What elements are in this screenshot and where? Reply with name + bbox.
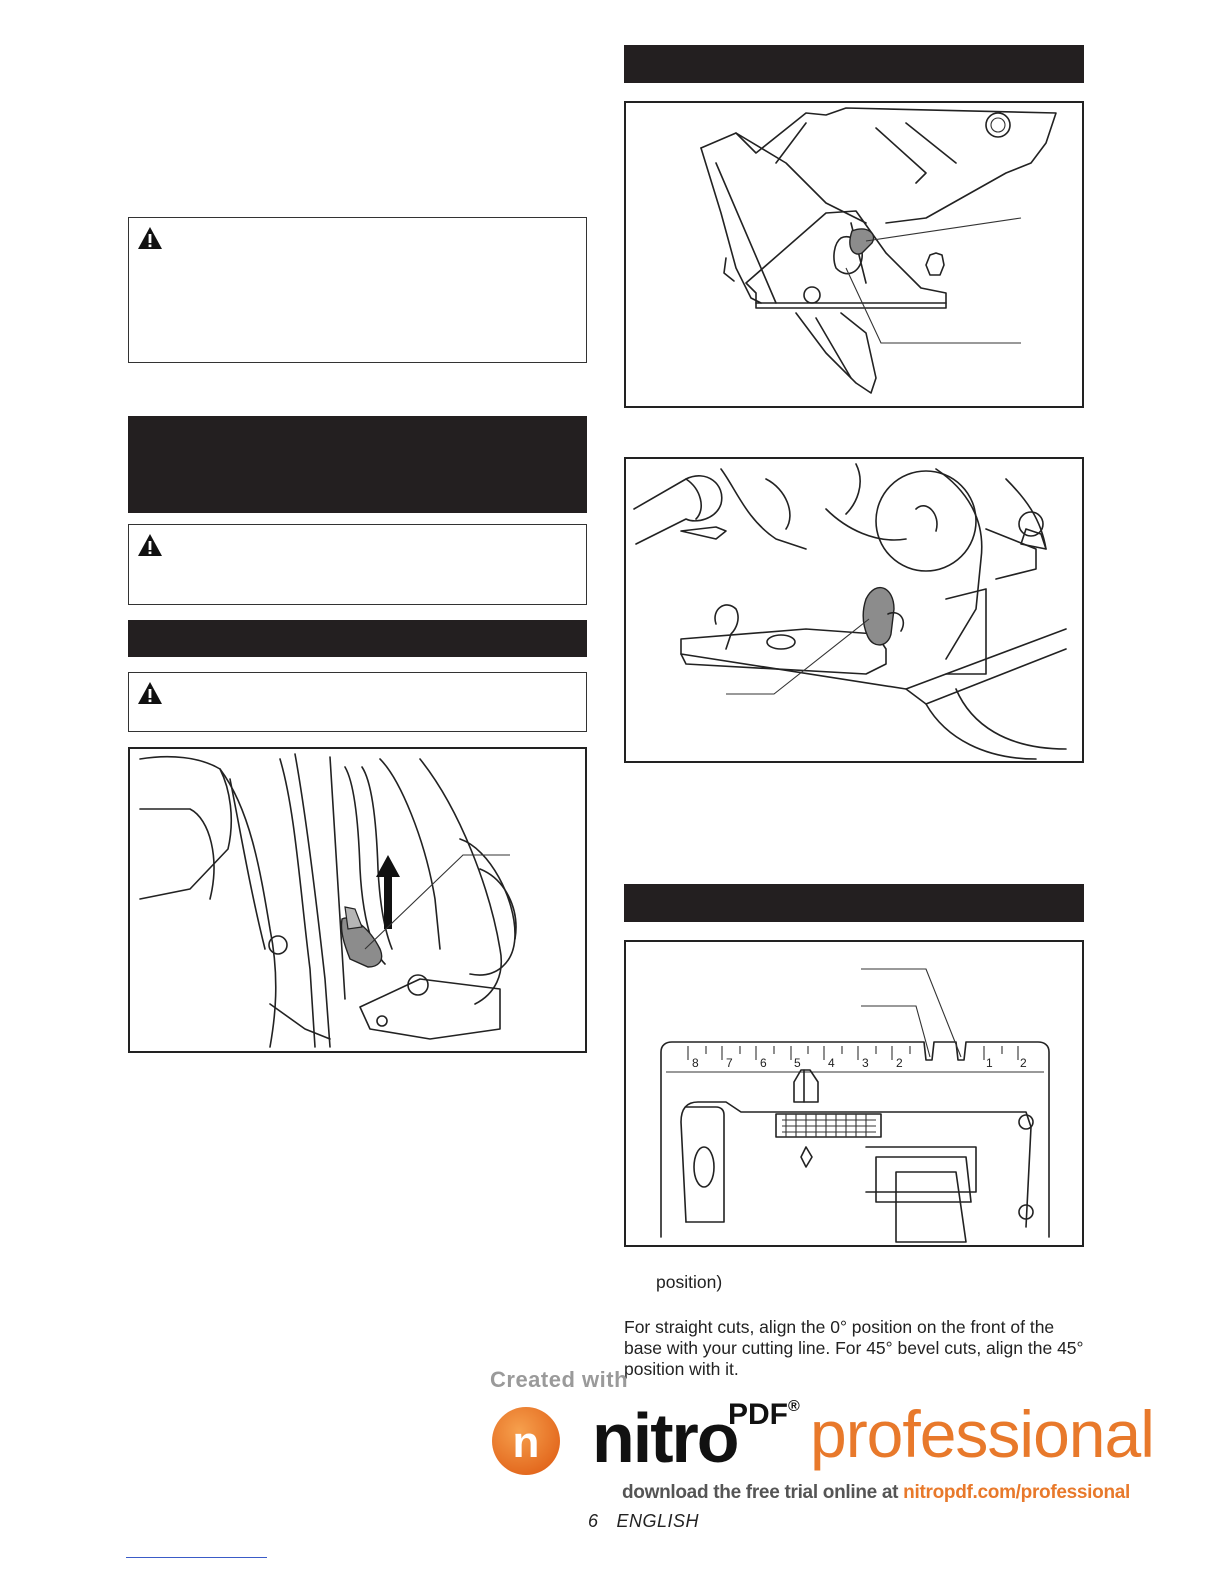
scale-label-1: 1	[986, 1056, 993, 1070]
scale-label-5: 5	[794, 1056, 801, 1070]
scale-label-3: 3	[862, 1056, 869, 1070]
figure-lever-release	[128, 747, 587, 1053]
warning-triangle-icon	[137, 533, 163, 557]
watermark-brand-professional: professional	[810, 1397, 1154, 1471]
section-header-bar-4	[624, 884, 1084, 922]
watermark-brand-pdf: PDF®	[728, 1398, 800, 1431]
scale-label-6: 6	[760, 1056, 767, 1070]
watermark-created-with: Created with	[490, 1367, 629, 1392]
paragraph-straight-cuts: For straight cuts, align the 0° position on the front of the base with your cutting line. For 45° bevel cuts, align the 45° position with it.	[624, 1317, 1084, 1379]
page-language: ENGLISH	[616, 1511, 700, 1531]
scale-label-4: 4	[828, 1056, 835, 1070]
saw-lever-illustration	[130, 749, 585, 1051]
page-footer	[588, 1511, 699, 1532]
watermark-download-line[interactable]: download the free trial online at nitropdf.com/professional	[622, 1482, 1131, 1503]
warning-box-2	[128, 524, 587, 605]
figure-sighting-guide	[624, 940, 1084, 1247]
figure-depth-lever	[624, 457, 1084, 763]
section-header-bar-3	[624, 45, 1084, 83]
svg-text:n: n	[512, 1418, 540, 1467]
page-number: 6	[588, 1511, 599, 1531]
warning-box-3	[128, 672, 587, 732]
scale-label-2b: 2	[1020, 1056, 1027, 1070]
warning-triangle-icon	[137, 681, 163, 705]
saw-bevel-illustration	[626, 103, 1082, 406]
watermark-brand-nitro: nitro	[592, 1399, 738, 1477]
caption-position-fragment: position)	[656, 1272, 723, 1292]
saw-depth-lever-illustration	[626, 459, 1082, 761]
scale-ticks	[688, 1046, 1018, 1060]
scale-label-7: 7	[726, 1056, 733, 1070]
figure-bevel-adjust	[624, 101, 1084, 408]
scale-label-2: 2	[896, 1056, 903, 1070]
base-guide-illustration	[626, 942, 1082, 1245]
warning-triangle-icon	[137, 226, 163, 250]
warning-box-1	[128, 217, 587, 363]
section-header-bar-1	[128, 416, 587, 513]
section-header-bar-2	[128, 620, 587, 657]
footer-underline-link[interactable]	[126, 1557, 267, 1558]
scale-label-8: 8	[692, 1056, 699, 1070]
nitro-logo-icon	[490, 1405, 562, 1477]
